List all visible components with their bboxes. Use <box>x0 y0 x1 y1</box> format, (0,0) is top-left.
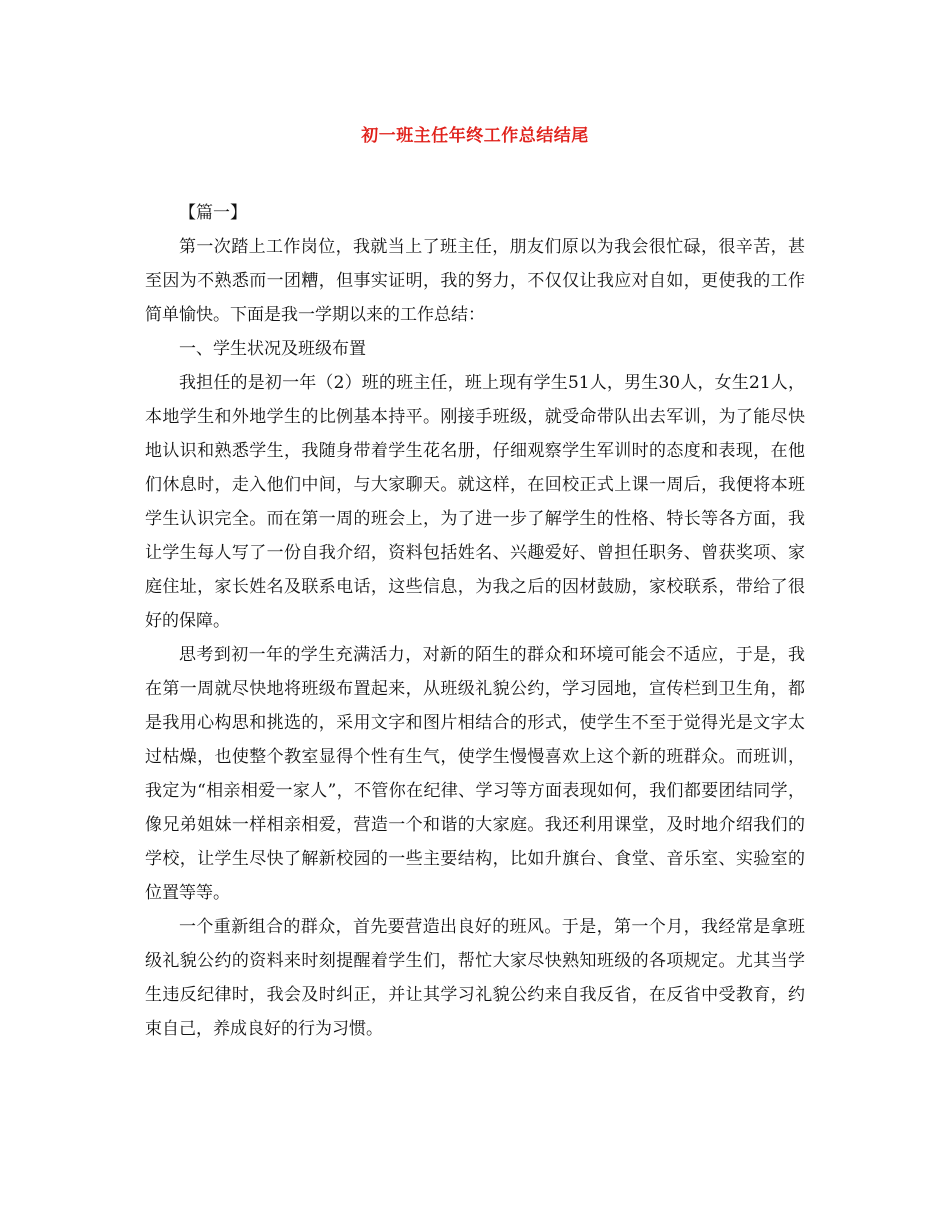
paragraph-class-discipline: 一个重新组合的群众，首先要营造出良好的班风。于是，第一个月，我经常是拿班级礼貌公约的资料来时刻提醒着学生们，帮忙大家尽快熟知班级的各项规定。尤其当学生违反纪律时，我会及时纠正，并让其学习礼貌公约来自我反省，在反省中受教育，约束自己，养成良好的行为习惯。 <box>145 917 805 1039</box>
document-body <box>145 196 805 1046</box>
section-heading-part-one: 【篇一】 <box>179 203 247 223</box>
document-title: 初一班主任年终工作总结结尾 <box>361 126 589 146</box>
paragraph-class-overview: 我担任的是初一年（2）班的班主任，班上现有学生51人，男生30人，女生21人，本地学生和外地学生的比例基本持平。刚接手班级，就受命带队出去军训，为了能尽快地认识和熟悉学生，我随身带着学生花名册，仔细观察学生军训时的态度和表现，在他们休息时，走入他们中间，与大家聊天。就这样，在回校正式上课一周后，我便将本班学生认识完全。而在第一周的班会上，为了进一步了解学生的性格、特长等各方面，我让学生每人写了一份自我介绍，资料包括姓名、兴趣爱好、曾担任职务、曾获奖项、家庭住址，家长姓名及联系电话，这些信息，为我之后的因材鼓励，家校联系，带给了很好的保障。 <box>145 373 805 631</box>
paragraph-class-arrangement: 思考到初一年的学生充满活力，对新的陌生的群众和环境可能会不适应，于是，我在第一周就尽快地将班级布置起来，从班级礼貌公约，学习园地，宣传栏到卫生角，都是我用心构思和挑选的，采用文字和图片相结合的形式，使学生不至于觉得光是文字太过枯燥，也使整个教室显得个性有生气，使学生慢慢喜欢上这个新的班群众。而班训，我定为“相亲相爱一家人”，不管你在纪律、学习等方面表现如何，我们都要团结同学，像兄弟姐妹一样相亲相爱，营造一个和谐的大家庭。我还利用课堂，及时地介绍我们的学校，让学生尽快了解新校园的一些主要结构，比如升旗台、食堂、音乐室、实验室的位置等等。 <box>145 645 805 903</box>
paragraph-intro: 第一次踏上工作岗位，我就当上了班主任，朋友们原以为我会很忙碌，很辛苦，甚至因为不熟悉而一团糟，但事实证明，我的努力，不仅仅让我应对自如，更使我的工作简单愉快。下面是我一学期以来的工作总结： <box>145 237 805 325</box>
section-heading-student-status: 一、学生状况及班级布置 <box>179 339 366 359</box>
